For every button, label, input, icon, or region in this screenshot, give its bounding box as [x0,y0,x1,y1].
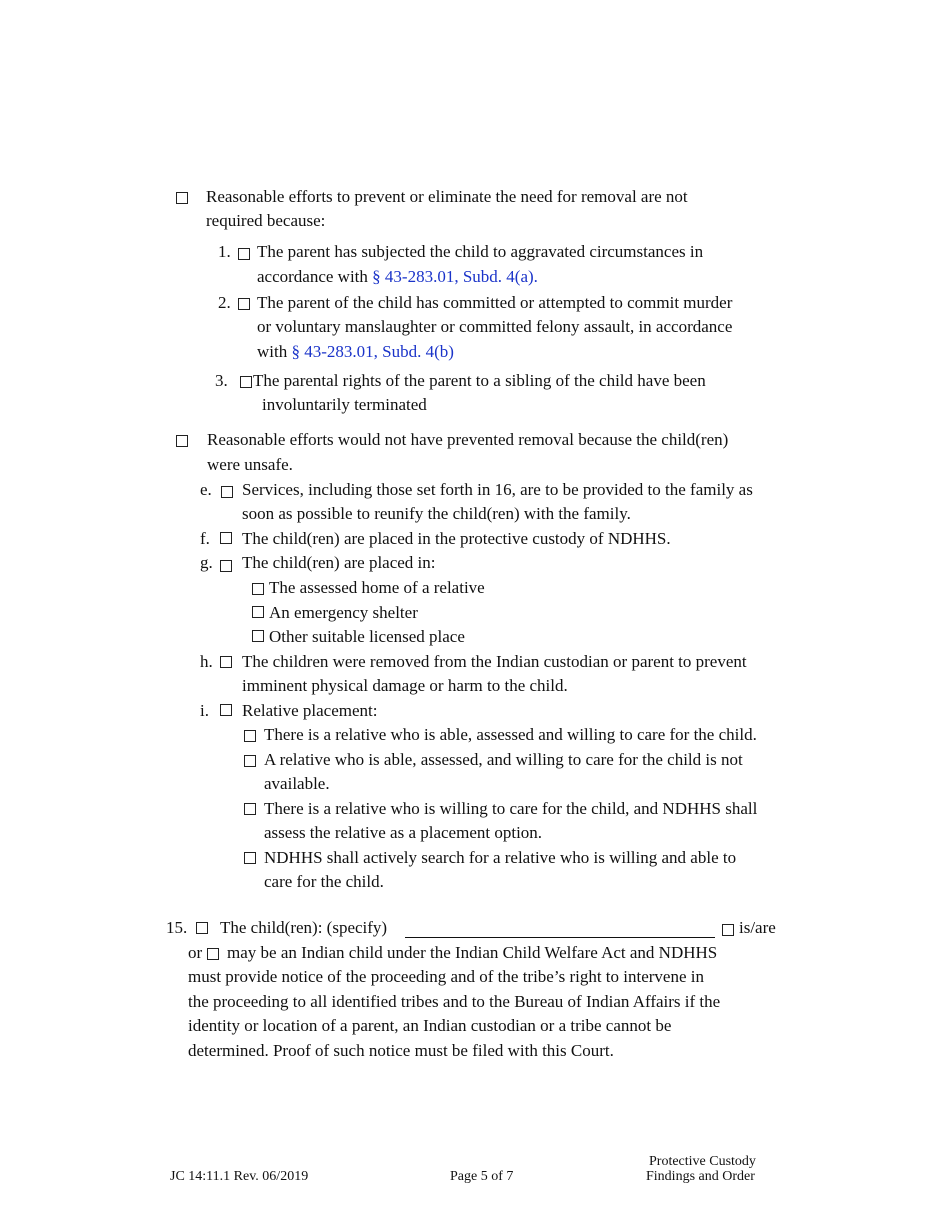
relative-option-1: There is a relative who is able, assessed and willing to care for the child. [264,725,757,744]
footer-title-2: Findings and Order [646,1169,755,1184]
section-b-text-1: Reasonable efforts would not have prevented removal because the child(ren) [207,430,729,449]
placed-in-checkbox[interactable] [220,560,232,572]
parental-rights-terminated-checkbox[interactable] [240,376,252,388]
placement-option-2: An emergency shelter [269,603,418,622]
item-h-letter: h. [200,652,213,671]
item-15-text-4: the proceeding to all identified tribes and to the Bureau of Indian Affairs if the [188,992,721,1011]
relative-not-available-checkbox[interactable] [244,755,256,767]
item-3-text-2: involuntarily terminated [262,395,427,414]
item-f-letter: f. [200,529,210,548]
statute-link-4a[interactable]: § 43-283.01, Subd. 4(a). [372,267,538,286]
specify-children-blank[interactable] [405,937,715,938]
is-are-label: is/are [739,918,776,937]
assessed-relative-home-checkbox[interactable] [252,583,264,595]
item-2-text-1: The parent of the child has committed or attempted to commit murder [257,293,733,312]
item-15-text-1: The child(ren): (specify) [220,918,388,937]
efforts-not-prevent-removal-checkbox[interactable] [176,435,188,447]
placement-option-3: Other suitable licensed place [269,627,465,646]
statute-link-4b[interactable]: § 43-283.01, Subd. 4(b) [291,342,454,361]
relative-willing-assess-checkbox[interactable] [244,803,256,815]
murder-manslaughter-checkbox[interactable] [238,298,250,310]
footer-title-1: Protective Custody [649,1154,756,1169]
item-e-text-1: Services, including those set forth in 16, are to be provided to the family as [242,480,753,499]
relative-option-4-line-1: NDHHS shall actively search for a relative who is willing and able to [264,848,737,867]
item-15-text-2: may be an Indian child under the Indian Child Welfare Act and NDHHS [227,943,718,962]
item-3-text-1: The parental rights of the parent to a sibling of the child have been [253,371,706,390]
relative-option-3-line-1: There is a relative who is willing to care for the child, and NDHHS shall [264,799,758,818]
item-15-text-6: determined. Proof of such notice must be filed with this Court. [188,1041,614,1060]
relative-able-willing-checkbox[interactable] [244,730,256,742]
item-3-number: 3. [215,371,228,390]
or-label: or [188,943,203,962]
footer-page-number: Page 5 of 7 [450,1169,514,1184]
item-2-text-3: with § 43-283.01, Subd. 4(b) [257,342,454,361]
placement-option-1: The assessed home of a relative [269,578,485,597]
item-1-number: 1. [218,242,231,261]
item-15-text-3: must provide notice of the proceeding and of the tribe’s right to intervene in [188,967,704,986]
other-licensed-place-checkbox[interactable] [252,630,264,642]
relative-option-3-line-2: assess the relative as a placement option. [264,823,543,842]
relative-placement-checkbox[interactable] [220,704,232,716]
ndhhs-search-relative-checkbox[interactable] [244,852,256,864]
item-f-text: The child(ren) are placed in the protective custody of NDHHS. [242,529,671,548]
item-15-text-5: identity or location of a parent, an Indian custodian or a tribe cannot be [188,1016,672,1035]
item-2-number: 2. [218,293,231,312]
item-e-letter: e. [200,480,212,499]
section-a-text-1: Reasonable efforts to prevent or eliminate the need for removal are not [206,187,688,206]
item-2-text-2: or voluntary manslaughter or committed felony assault, in accordance [257,317,733,336]
may-be-checkbox[interactable] [207,948,219,960]
emergency-shelter-checkbox[interactable] [252,606,264,618]
aggravated-circumstances-checkbox[interactable] [238,248,250,260]
indian-custodian-removal-checkbox[interactable] [220,656,232,668]
item-1-text-2: accordance with § 43-283.01, Subd. 4(a). [257,267,538,286]
item-i-letter: i. [200,701,209,720]
section-a-text-2: required because: [206,211,326,230]
item-15-number: 15. [166,918,188,937]
item-e-text-2: soon as possible to reunify the child(ren) with the family. [242,504,631,523]
no-efforts-required-checkbox[interactable] [176,192,188,204]
item-h-text-2: imminent physical damage or harm to the child. [242,676,568,695]
item-h-text-1: The children were removed from the Indian custodian or parent to prevent [242,652,747,671]
is-are-checkbox[interactable] [722,924,734,936]
indian-child-checkbox[interactable] [196,922,208,934]
section-b-text-2: were unsafe. [207,455,293,474]
services-provided-checkbox[interactable] [221,486,233,498]
relative-option-4-line-2: care for the child. [264,872,384,891]
protective-custody-checkbox[interactable] [220,532,232,544]
footer-form-id: JC 14:11.1 Rev. 06/2019 [170,1169,309,1184]
item-1-text-1: The parent has subjected the child to aggravated circumstances in [257,242,704,261]
relative-option-2-line-1: A relative who is able, assessed, and willing to care for the child is not [264,750,743,769]
item-g-letter: g. [200,553,213,572]
item-i-text: Relative placement: [242,701,378,720]
relative-option-2-line-2: available. [264,774,330,793]
item-g-text: The child(ren) are placed in: [242,553,436,572]
